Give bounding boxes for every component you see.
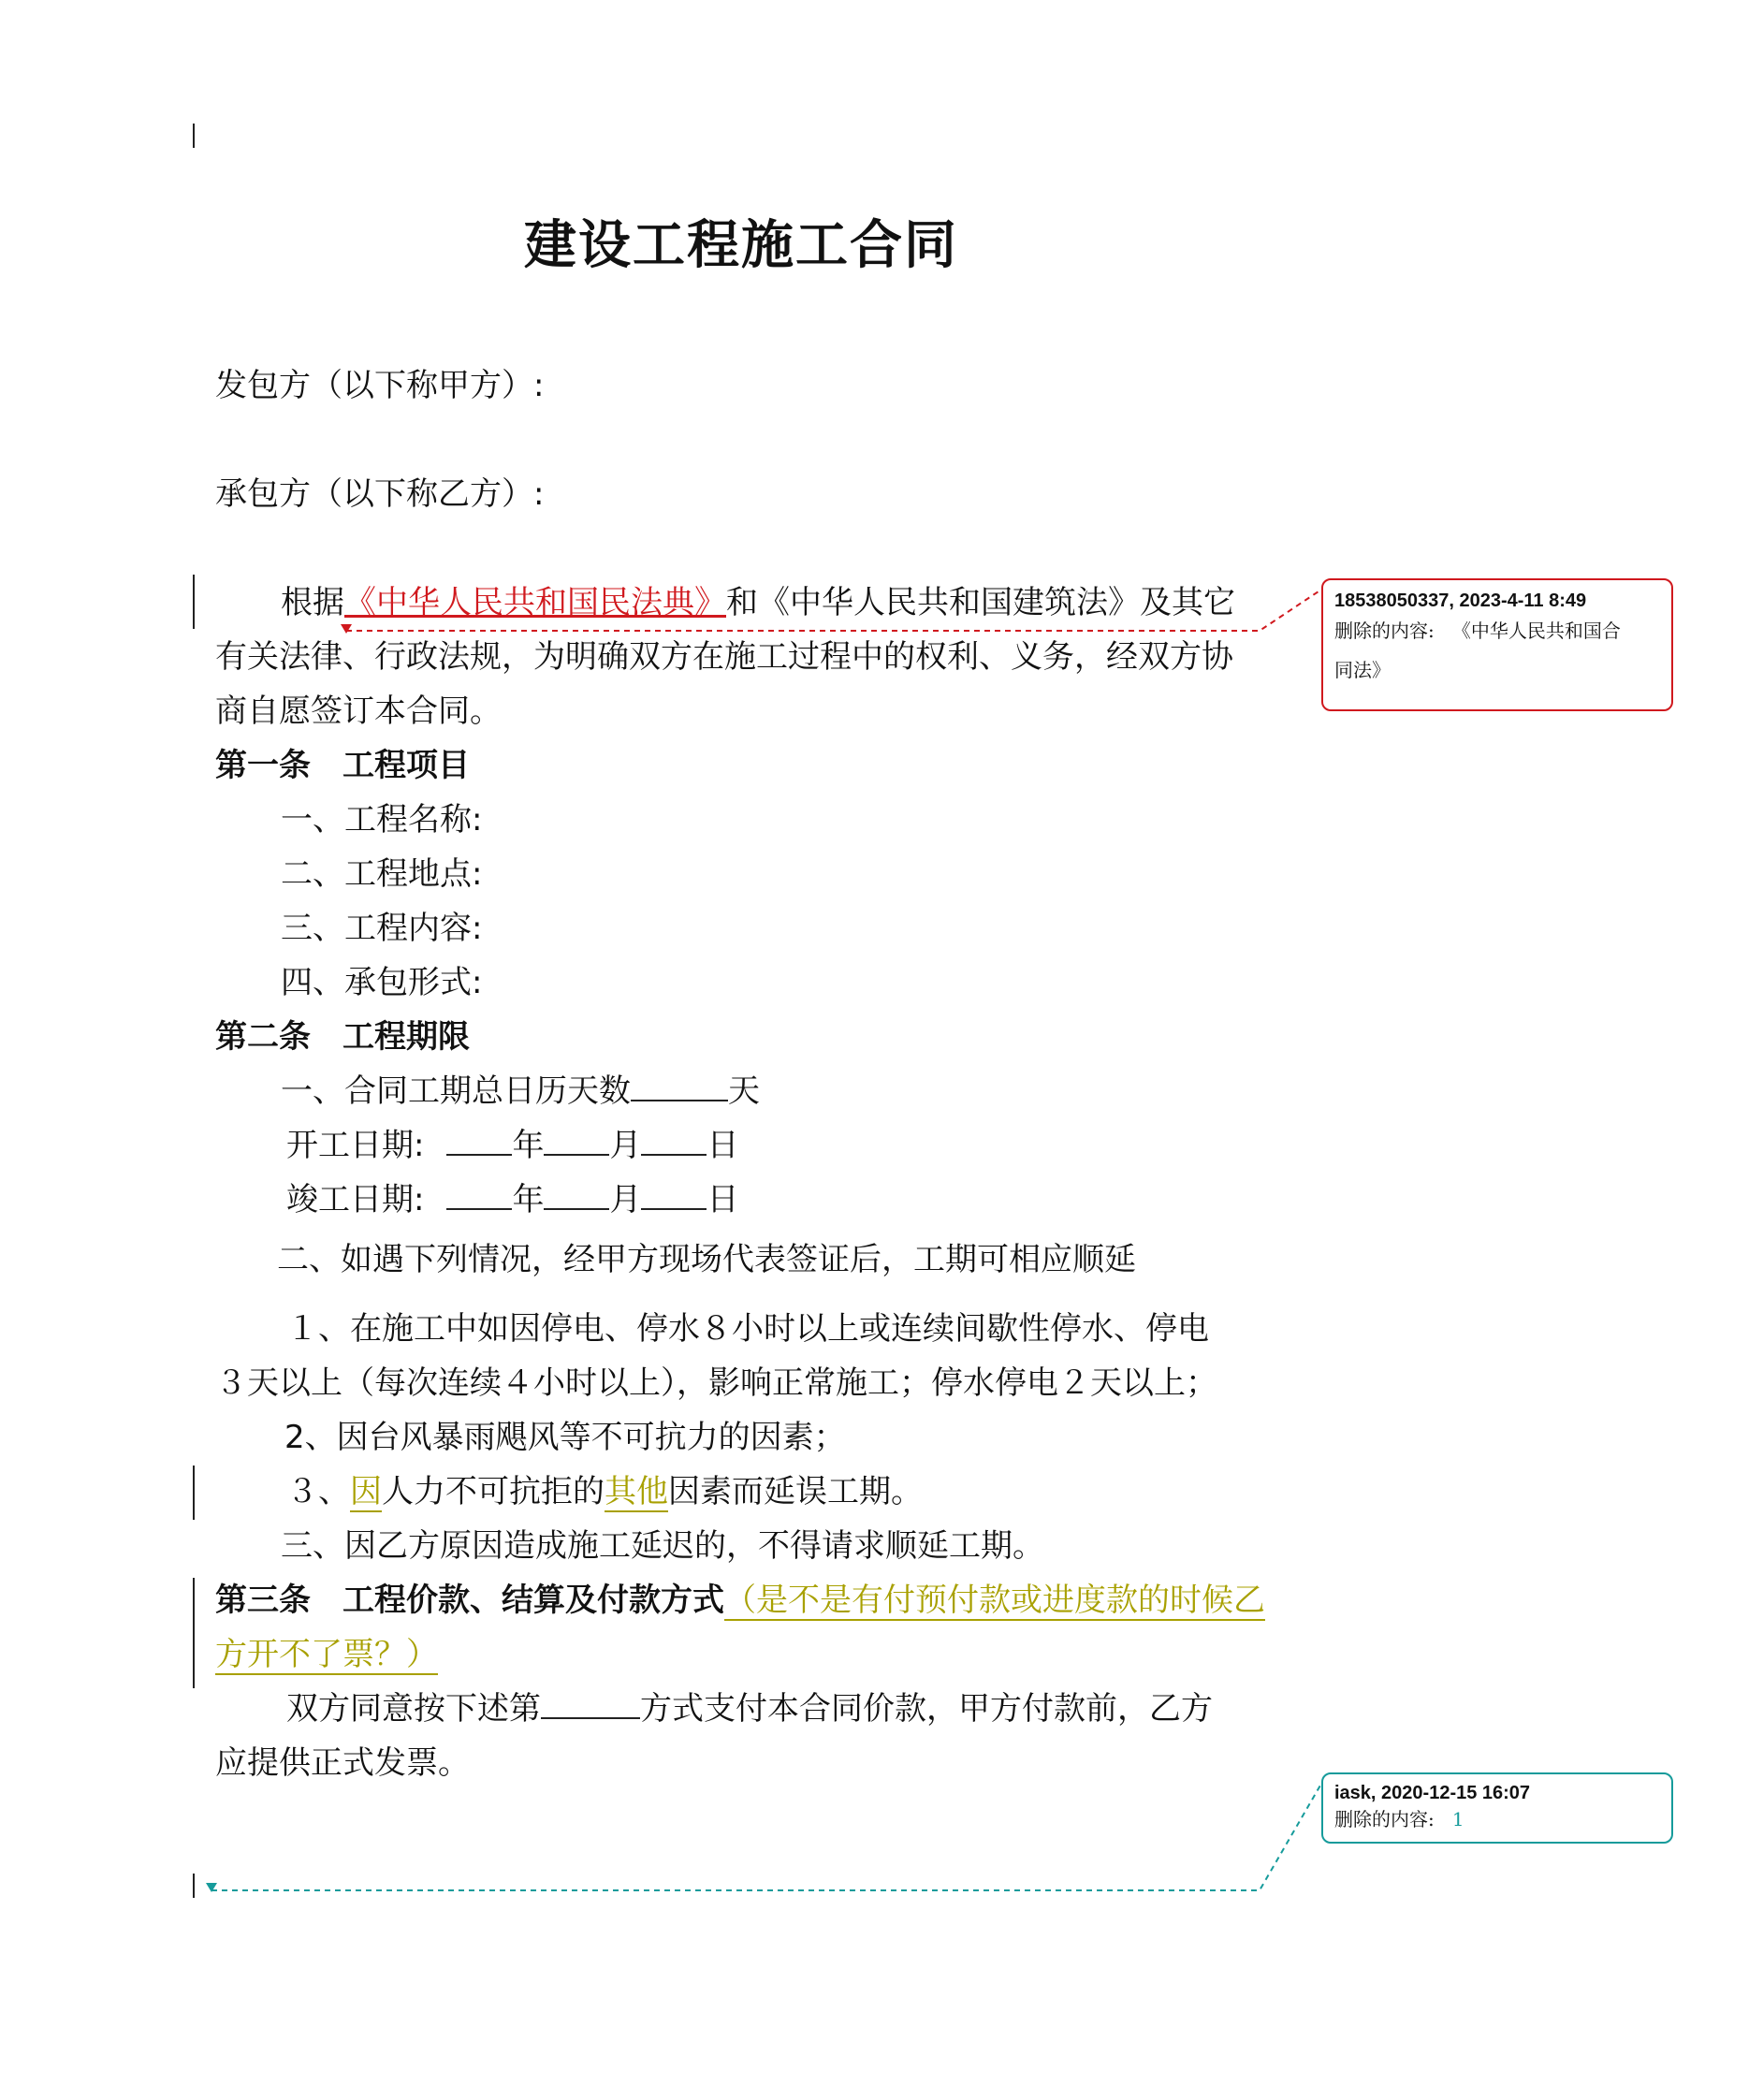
party-b-line: 承包方（以下称乙方）: <box>215 475 545 513</box>
comment-2-connector <box>206 1784 1321 1892</box>
intro-line-3: 商自愿签订本合同。 <box>215 693 502 730</box>
intro-prefix: 根据 <box>281 584 344 621</box>
case-1-line-2: ３天以上（每次连续４小时以上），影响正常施工；停水停电２天以上； <box>215 1364 1217 1402</box>
article-1-heading: 第一条 工程项目 <box>215 747 470 784</box>
comment-1-connector <box>341 590 1321 634</box>
comment-content-line <box>1334 1806 1660 1832</box>
inserted-text[interactable]: 其他 <box>605 1473 668 1510</box>
start-date-label: 开工日期: <box>286 1127 425 1164</box>
inserted-law-title[interactable]: 《中华人民共和国民法典》 <box>344 584 726 621</box>
case-3-number: ３、 <box>286 1473 350 1510</box>
extension-clause: 二、如遇下列情况，经甲方现场代表签证后，工期可相应顺延 <box>277 1241 1136 1278</box>
art1-item-content: 三、工程内容: <box>281 910 483 947</box>
case-3-text: 因素而延误工期。 <box>668 1473 923 1510</box>
intro-line-2: 有关法律、行政法规，为明确双方在施工过程中的权利、义务，经双方协 <box>215 638 1233 676</box>
intro-mid: 和《中华人民共和国建筑法》及其它 <box>726 584 1235 621</box>
art1-item-location: 二、工程地点: <box>281 855 483 893</box>
deleted-content-cont: 同法》 <box>1334 659 1391 681</box>
case-3-text: 人力不可抗拒的 <box>382 1473 605 1510</box>
day-unit: 日 <box>707 1127 739 1164</box>
inserted-note[interactable]: （是不是有付预付款或进度款的时候乙 <box>724 1582 1265 1619</box>
art1-item-form: 四、承包形式: <box>281 964 483 1001</box>
deleted-content: 1 <box>1451 1808 1464 1830</box>
party-a-line: 发包方（以下称甲方）: <box>215 367 545 404</box>
payment-prefix: 双方同意按下述第 <box>286 1690 541 1728</box>
revision-comment-2[interactable] <box>1321 1772 1673 1844</box>
inserted-note[interactable]: 方开不了票？） <box>215 1636 438 1673</box>
comment-author-date: 18538050337, 2023-4-11 8:49 <box>1334 591 1587 611</box>
deleted-content: 《中华人民共和国合 <box>1451 620 1621 642</box>
comment-author-date: iask, 2020-12-15 16:07 <box>1334 1783 1531 1803</box>
art1-item-name: 一、工程名称: <box>281 801 483 839</box>
comment-content-line <box>1334 616 1660 646</box>
end-date-label: 竣工日期: <box>286 1181 425 1218</box>
day-unit: 日 <box>707 1181 739 1218</box>
comment-label: 删除的内容: <box>1334 620 1435 642</box>
month-unit: 月 <box>609 1181 642 1218</box>
year-unit: 年 <box>512 1181 545 1218</box>
year-unit: 年 <box>512 1127 545 1164</box>
inserted-text[interactable]: 因 <box>350 1473 382 1510</box>
case-1-line-1: １、在施工中如因停电、停水８小时以上或连续间歇性停水、停电 <box>286 1310 1209 1348</box>
payment-line-2: 应提供正式发票。 <box>215 1744 470 1782</box>
days-unit: 天 <box>728 1072 760 1110</box>
article-2-heading: 第二条 工程期限 <box>215 1018 470 1056</box>
no-extension-clause: 三、因乙方原因造成施工延迟的，不得请求顺延工期。 <box>281 1527 1044 1565</box>
article-3-heading: 第三条 工程价款、结算及付款方式 <box>215 1582 724 1619</box>
case-2: 2、因台风暴雨飓风等不可抗力的因素； <box>284 1419 846 1456</box>
month-unit: 月 <box>609 1127 642 1164</box>
total-days-label: 一、合同工期总日历天数 <box>281 1072 631 1110</box>
revision-comment-1[interactable] <box>1321 578 1673 711</box>
comment-label: 删除的内容: <box>1334 1808 1435 1830</box>
document-title: 建设工程施工合同 <box>524 215 958 276</box>
payment-suffix: 方式支付本合同价款，甲方付款前，乙方 <box>640 1690 1213 1728</box>
